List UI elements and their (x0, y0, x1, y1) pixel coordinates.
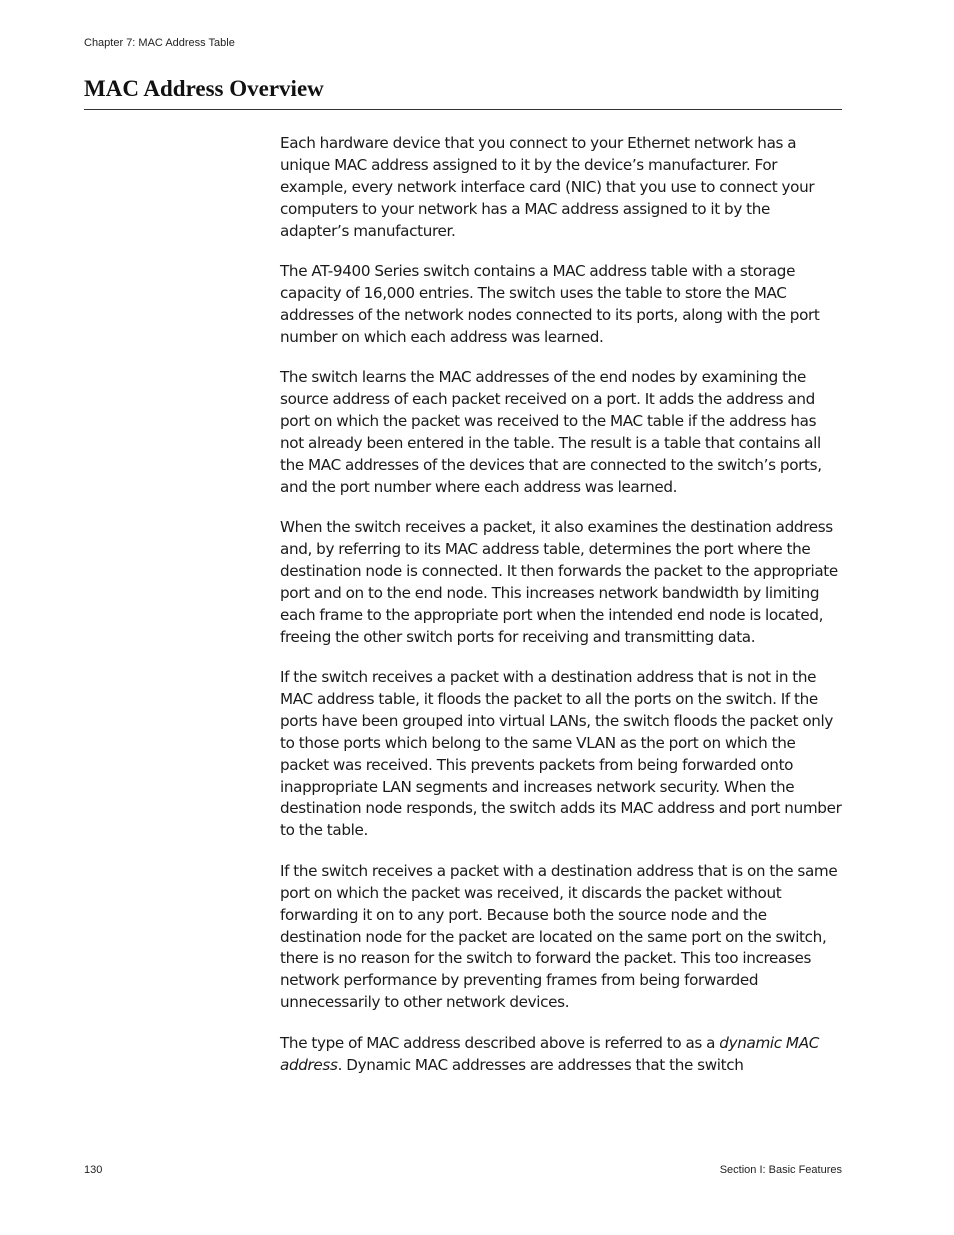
paragraph-forwarding: When the switch receives a packet, it also examines the destination address and, by referring to its MAC address table, determines the port where the destination node is connected. It then forwards the packet to the appropriate port and on to the end node. This increases network bandwidth by limiting each frame to the appropriate port when the intended end node is located, freeing the other switch ports for receiving and transmitting data. (280, 518, 838, 646)
dynamic-mac-term: dynamic MAC address (280, 1033, 819, 1074)
paragraph-mac-table-capacity: The AT-9400 Series switch contains a MAC address table with a storage capacity of 16,000 entries. The switch uses the table to store the MAC addresses of the network nodes connected to its ports, along with the port number on which each address was learned. (280, 262, 820, 346)
paragraph-flooding: If the switch receives a packet with a destination address that is not in the MAC address table, it floods the packet to all the ports on the switch. If the ports have been grouped into virtual LANs, the switch floods the packet only to those ports which belong to the same VLAN as the port on which the packet was received. This prevents packets from being forwarded onto inappropriate LAN segments and increases network security. When the destination node responds, the switch adds its MAC address and port number to the table. (280, 668, 842, 840)
paragraph-dynamic-mac (280, 1033, 842, 1077)
dynamic-mac-text-before: The type of MAC address described above is referred to as a (280, 1033, 720, 1052)
page-number: 130 (84, 1164, 103, 1176)
section-title: MAC Address Overview (84, 76, 324, 101)
paragraph-learning: The switch learns the MAC addresses of the end nodes by examining the source address of each packet received on a port. It adds the address and port on which the packet was received to the MAC table if the address has not already been entered in the table. The result is a table that contains all the MAC addresses of the devices that are connected to the switch’s ports, and the port number where each address was learned. (280, 368, 822, 496)
dynamic-mac-text-after: . Dynamic MAC addresses are addresses that the switch (337, 1055, 744, 1074)
paragraph-device-mac: Each hardware device that you connect to your Ethernet network has a unique MAC address assigned to it by the device’s manufacturer. For example, every network interface card (NIC) that you use to connect your computers to your network has a MAC address assigned to it by the adapter’s manufacturer. (280, 134, 815, 240)
title-divider (84, 109, 842, 110)
footer-section-label: Section I: Basic Features (719, 1164, 842, 1176)
running-header: Chapter 7: MAC Address Table (84, 37, 235, 49)
body-text (280, 133, 842, 1095)
paragraph-discarding: If the switch receives a packet with a destination address that is on the same port on which the packet was received, it discards the packet without forwarding it on to any port. Because both the source node and the destination node for the packet are located on the same port on the switch, there is no reason for the switch to forward the packet. This too increases network performance by preventing frames from being forwarded unnecessarily to other network devices. (280, 861, 838, 1012)
